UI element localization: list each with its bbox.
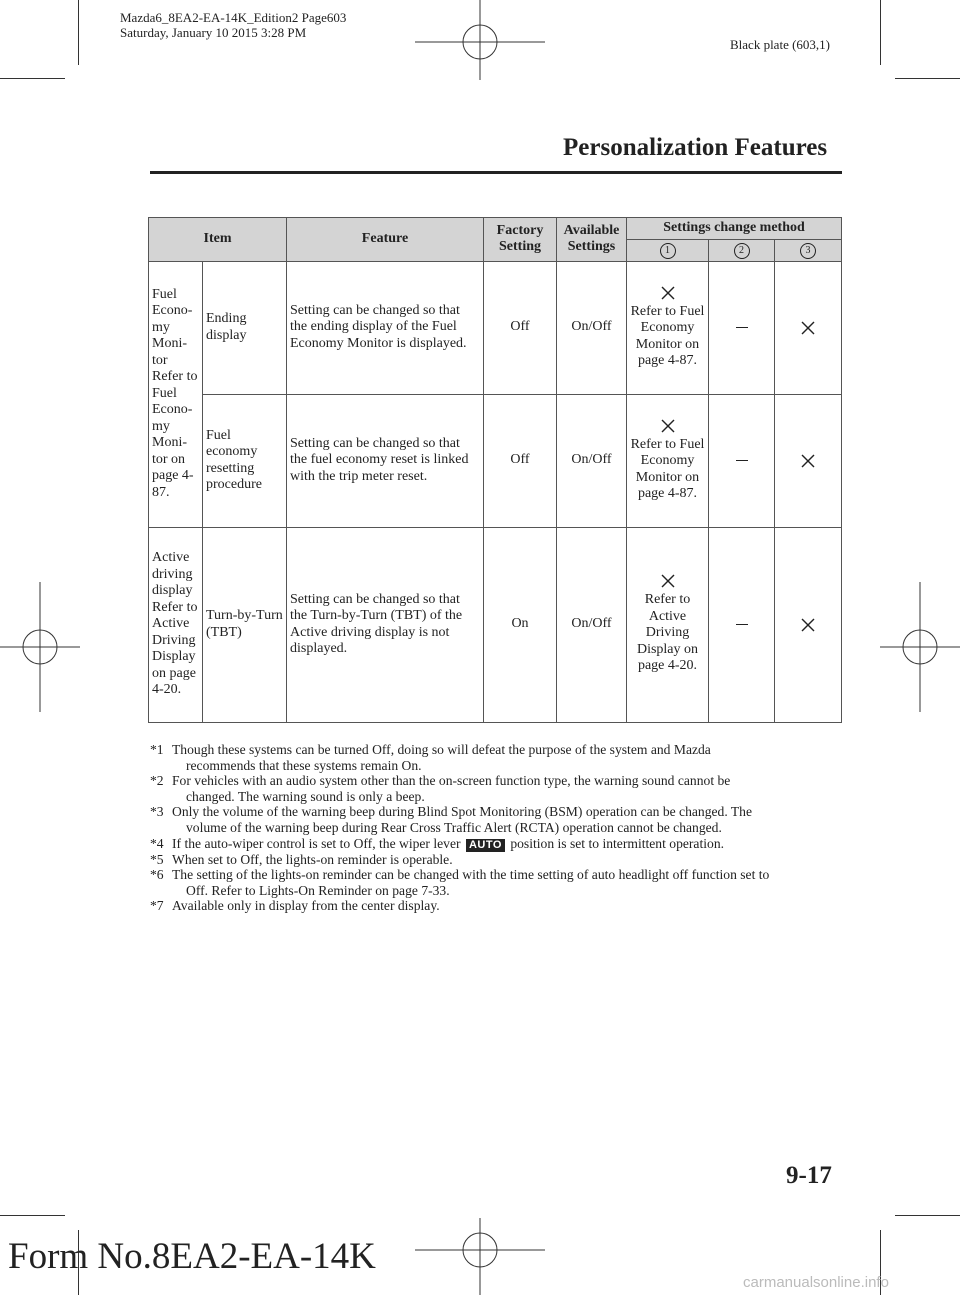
header-settings-change-method: Settings change method (627, 218, 842, 240)
header-method-1 (627, 239, 709, 261)
footnote-line: volume of the warning beep during Rear Cross Traffic Alert (RCTA) operation cannot be changed. (186, 819, 722, 835)
footnote-line: Off. Refer to Lights-On Reminder on page 7-33. (186, 882, 450, 898)
method-1-note: Refer to Fuel Economy Monitor on page 4-87. (630, 436, 705, 501)
crop-mark (78, 0, 79, 65)
personalization-table (148, 217, 842, 723)
x-mark-icon (801, 618, 815, 632)
feature-cell: Fuel economy resetting procedure (203, 394, 287, 527)
dash-icon (736, 327, 748, 328)
header-feature: Feature (287, 218, 484, 262)
page-number: 9-17 (786, 1162, 832, 1189)
factory-cell: Off (484, 261, 557, 394)
footnote-key: *3 (150, 804, 164, 820)
method-1-cell (627, 261, 709, 394)
description-cell: Setting can be changed so that the Turn-by-Turn (TBT) of the Active driving display is not displayed. (287, 527, 484, 722)
method-2-cell (709, 527, 775, 722)
auto-badge-icon: AUTO (466, 839, 505, 852)
method-3-cell (775, 261, 842, 394)
footnote (150, 852, 850, 868)
header-method-3 (775, 239, 842, 261)
section-rule (150, 171, 842, 174)
crop-mark (0, 1215, 65, 1216)
method-2-cell (709, 261, 775, 394)
footnote-line: When set to Off, the lights-on reminder is operable. (172, 851, 453, 867)
circled-number-icon: 3 (800, 243, 816, 259)
method-1-cell (627, 527, 709, 722)
method-1-cell (627, 394, 709, 527)
method-1-note: Refer to Active Driving Display on page 4-20. (636, 592, 699, 674)
footnotes (150, 742, 850, 914)
footnote-key: *2 (150, 773, 164, 789)
footnote (150, 836, 850, 852)
table-row (149, 527, 842, 722)
footnote-line: Though these systems can be turned Off, doing so will defeat the purpose of the system and Mazda (172, 742, 711, 757)
registration-mark-icon (415, 0, 545, 80)
watermark: carmanualsonline.info (743, 1274, 889, 1291)
footnote (150, 742, 850, 773)
dash-icon (736, 624, 748, 625)
footnote (150, 773, 850, 804)
registration-mark-icon (0, 582, 80, 712)
crop-mark (895, 1215, 960, 1216)
footnote (150, 898, 850, 914)
x-mark-icon (661, 286, 675, 300)
footnote-line: The setting of the lights-on reminder can be changed with the time setting of auto headlight off function set to (172, 867, 770, 883)
method-3-cell (775, 527, 842, 722)
registration-mark-icon (880, 582, 960, 712)
form-number: Form No.8EA2-EA-14K (8, 1236, 376, 1277)
table-row (149, 261, 842, 394)
x-mark-icon (801, 321, 815, 335)
registration-mark-icon (415, 1218, 545, 1295)
method-2-cell (709, 394, 775, 527)
available-cell: On/Off (557, 394, 627, 527)
footnote-text: position is set to intermittent operation. (510, 835, 725, 851)
factory-cell: On (484, 527, 557, 722)
print-file-label: Mazda6_8EA2-EA-14K_Edition2 Page603 (120, 10, 347, 25)
x-mark-icon (661, 574, 675, 588)
print-date-label: Saturday, January 10 2015 3:28 PM (120, 25, 307, 40)
circled-number-icon: 2 (734, 243, 750, 259)
dash-icon (736, 460, 748, 461)
available-cell: On/Off (557, 527, 627, 722)
footnote-key: *4 (150, 835, 164, 851)
footnote-key: *7 (150, 898, 164, 914)
available-cell: On/Off (557, 261, 627, 394)
footnote-line: For vehicles with an audio system other than the on-screen function type, the warning sound cannot be (172, 773, 731, 789)
item-cell: Active driving display Refer to Active Driving Display on page 4-20. (149, 527, 203, 722)
header-item: Item (149, 218, 287, 262)
header-method-2 (709, 239, 775, 261)
footnote-line: recommends that these systems remain On. (186, 757, 422, 773)
section-title: Personalization Features (563, 134, 828, 161)
footnote-text: If the auto-wiper control is set to Off, the wiper lever (172, 835, 461, 851)
header-factory-setting: Factory Setting (484, 218, 557, 262)
feature-cell: Turn-by-Turn (TBT) (203, 527, 287, 722)
footnote (150, 867, 850, 898)
footnote (150, 804, 850, 835)
footnote-key: *5 (150, 851, 164, 867)
description-cell: Setting can be changed so that the ending display of the Fuel Economy Monitor is displayed. (287, 261, 484, 394)
method-1-note: Refer to Fuel Economy Monitor on page 4-87. (630, 303, 705, 368)
description-cell: Setting can be changed so that the fuel economy reset is linked with the trip meter reset. (287, 394, 484, 527)
crop-mark (895, 78, 960, 79)
footnote-line: changed. The warning sound is only a beep. (186, 788, 425, 804)
feature-cell: Ending display (203, 261, 287, 394)
footnote-line (172, 836, 850, 852)
factory-cell: Off (484, 394, 557, 527)
crop-mark (880, 0, 881, 65)
header-available-settings: Available Settings (557, 218, 627, 262)
item-cell: Fuel Econo-my Moni-tor Refer to Fuel Econo-my Moni-tor on page 4-87. (149, 261, 203, 527)
x-mark-icon (801, 454, 815, 468)
crop-mark (0, 78, 65, 79)
footnote-key: *6 (150, 867, 164, 883)
footnote-key: *1 (150, 742, 164, 757)
circled-number-icon: 1 (660, 243, 676, 259)
x-mark-icon (661, 419, 675, 433)
footnote-line: Available only in display from the center display. (172, 898, 440, 914)
footnote-line: Only the volume of the warning beep during Blind Spot Monitoring (BSM) operation can be changed. The (172, 804, 753, 820)
print-plate-label: Black plate (603,1) (730, 37, 830, 52)
table-row (149, 394, 842, 527)
method-3-cell (775, 394, 842, 527)
